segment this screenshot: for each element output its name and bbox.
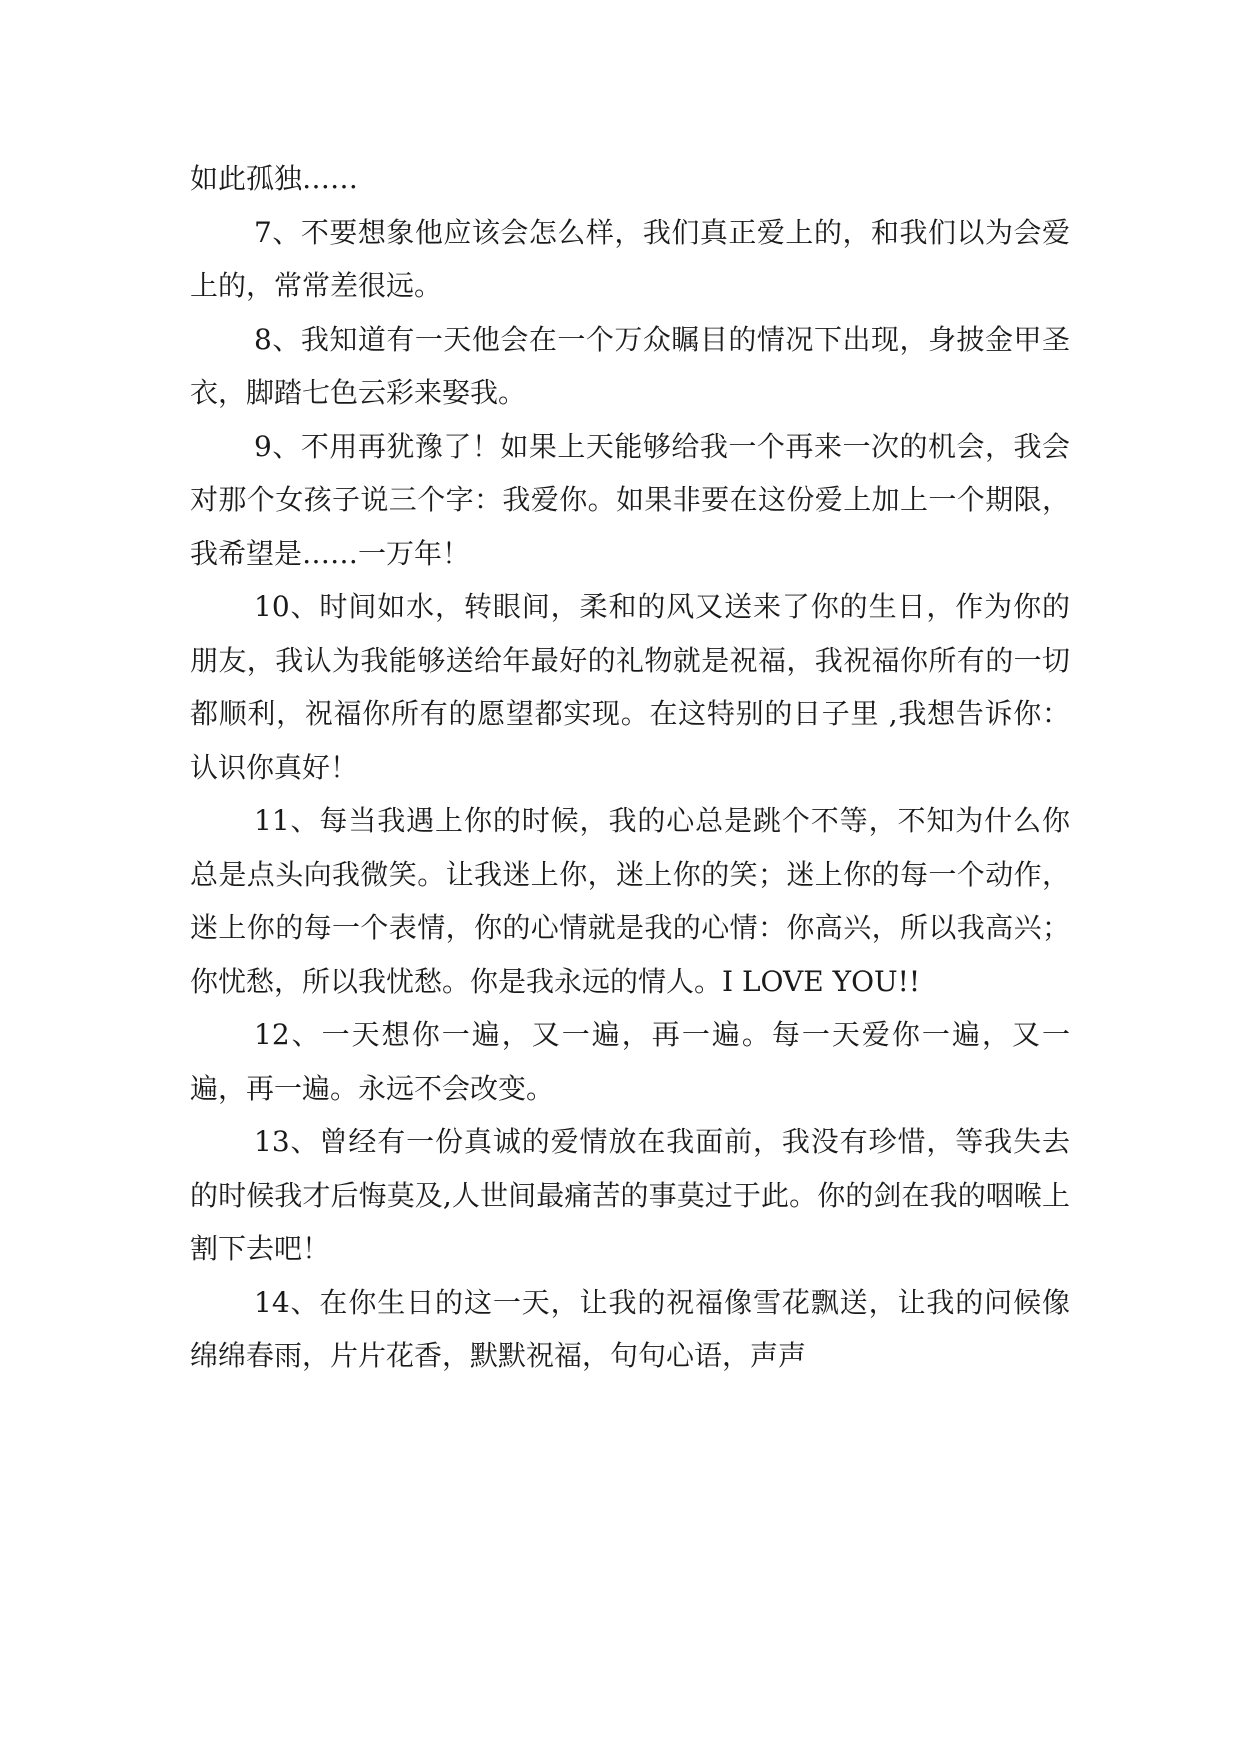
paragraph-continuation: 如此孤独…… — [190, 162, 359, 195]
paragraph-item-11: 11、每当我遇上你的时候，我的心总是跳个不等，不知为什么你总是点头向我微笑。让我迷上你，迷上你的笑；迷上你的每一个动作，迷上你的每一个表情，你的心情就是我的心情：你高兴，所以我高兴；你忧愁，所以我忧愁。你是我永远的情人。I LOVE YOU!! — [190, 804, 1070, 998]
paragraph-item-8: 8、我知道有一天他会在一个万众瞩目的情况下出现，身披金甲圣衣，脚踏七色云彩来娶我。 — [190, 322, 1070, 409]
paragraph-item-14: 14、在你生日的这一天，让我的祝福像雪花飘送，让我的问候像绵绵春雨，片片花香，默默祝福，句句心语，声声 — [190, 1285, 1070, 1372]
paragraph-item-7: 7、不要想象他应该会怎么样，我们真正爱上的，和我们以为会爱上的，常常差很远。 — [190, 215, 1070, 302]
paragraph-item-9: 9、不用再犹豫了！如果上天能够给我一个再来一次的机会，我会对那个女孩子说三个字：我爱你。如果非要在这份爱上加上一个期限，我希望是……一万年！ — [190, 429, 1070, 570]
document-page — [190, 152, 1070, 1383]
paragraph-item-10: 10、时间如水，转眼间，柔和的风又送来了你的生日，作为你的朋友，我认为我能够送给年最好的礼物就是祝福，我祝福你所有的一切都顺利，祝福你所有的愿望都实现。在这特别的日子里 ,我想告诉你：认识你真好！ — [190, 590, 1070, 784]
paragraph-item-12: 12、一天想你一遍，又一遍，再一遍。每一天爱你一遍，又一遍，再一遍。永远不会改变。 — [190, 1018, 1070, 1105]
paragraph-item-13: 13、曾经有一份真诚的爱情放在我面前，我没有珍惜，等我失去的时候我才后悔莫及,人世间最痛苦的事莫过于此。你的剑在我的咽喉上割下去吧！ — [190, 1125, 1070, 1265]
